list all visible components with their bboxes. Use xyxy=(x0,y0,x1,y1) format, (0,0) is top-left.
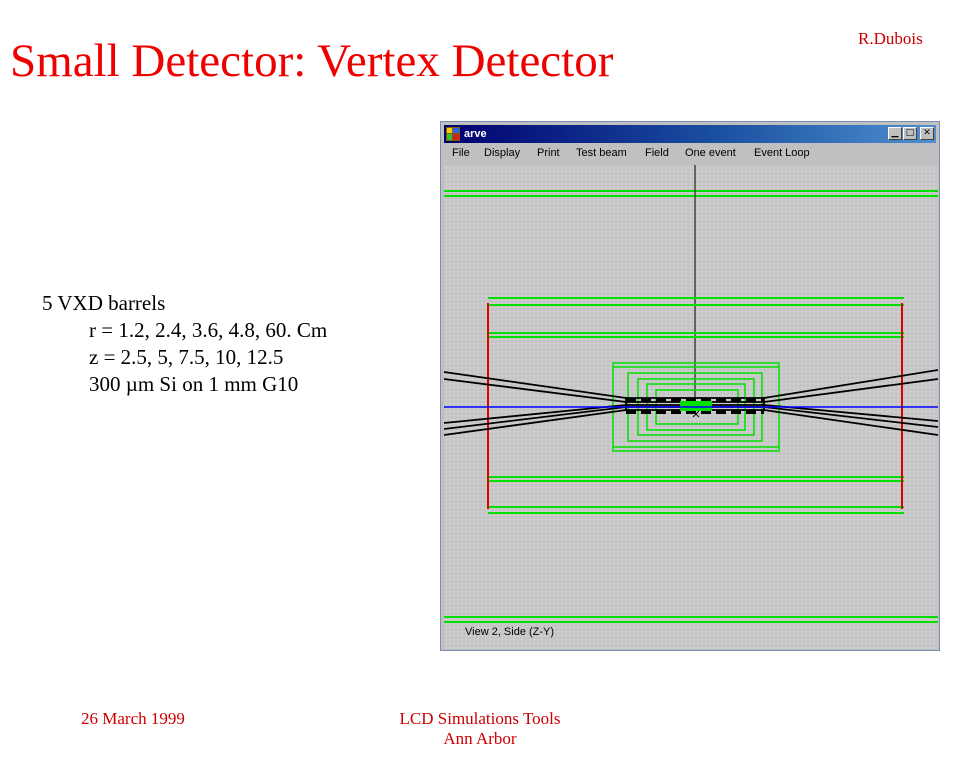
menu-event-loop[interactable]: Event Loop xyxy=(754,147,810,159)
footer-event xyxy=(370,709,590,749)
author-label: R.Dubois xyxy=(858,29,923,48)
menu-test-beam[interactable]: Test beam xyxy=(576,147,627,159)
app-icon[interactable] xyxy=(446,127,460,141)
maximize-icon[interactable]: □ xyxy=(903,127,917,140)
bullet-material: 300 µm Si on 1 mm G10 xyxy=(89,372,299,396)
menu-display[interactable]: Display xyxy=(484,147,521,159)
bullet-heading: 5 VXD barrels xyxy=(42,291,166,315)
menu-bar xyxy=(444,145,936,163)
menu-print[interactable]: Print xyxy=(537,147,560,159)
bullet-z: z = 2.5, 5, 7.5, 10, 12.5 xyxy=(89,345,284,369)
interaction-region xyxy=(680,401,712,411)
view-status-label: View 2, Side (Z-Y) xyxy=(465,626,555,638)
footer-event-title: LCD Simulations Tools xyxy=(399,709,561,728)
window-title: arve xyxy=(464,128,487,140)
window-titlebar[interactable] xyxy=(444,125,936,143)
detector-view-canvas[interactable] xyxy=(444,165,938,649)
menu-one-event[interactable]: One event xyxy=(685,147,736,159)
slide-title: Small Detector: Vertex Detector xyxy=(10,35,614,87)
menu-file[interactable]: File xyxy=(452,147,470,159)
bullet-radius: r = 1.2, 2.4, 3.6, 4.8, 60. Cm xyxy=(89,318,328,342)
menu-field[interactable]: Field xyxy=(645,147,669,159)
footer-date: 26 March 1999 xyxy=(81,709,185,728)
arve-window xyxy=(440,121,940,651)
footer-event-location: Ann Arbor xyxy=(443,729,517,748)
close-icon[interactable]: ✕ xyxy=(920,127,934,140)
vxd-bullet-list xyxy=(42,290,327,398)
minimize-icon[interactable]: ▁ xyxy=(888,127,902,140)
